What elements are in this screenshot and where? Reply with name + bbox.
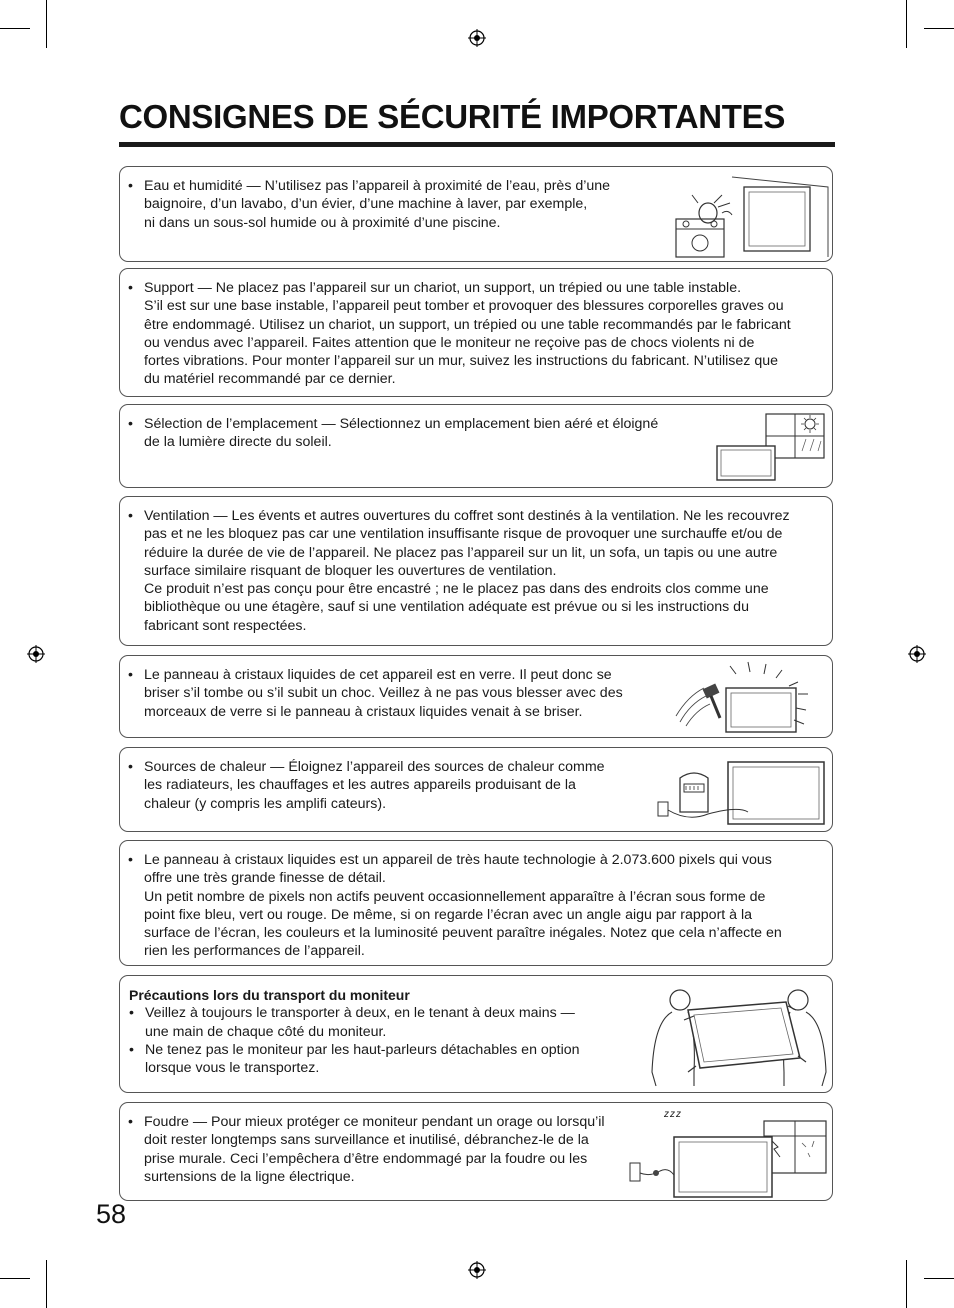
bullet-water: • Eau et humidité — N’utilisez pas l’appareil à proximité de l’eau, près d’une baignoire, d’un lavabo, d’un évier, d’une machine à laver, par exemple, ni dans un sous-sol humide ou à proximité d’une piscine. — [128, 177, 610, 232]
two-people-carrying-monitor-illustration — [648, 980, 830, 1090]
section-lightning — [119, 1102, 833, 1201]
crop-mark — [924, 28, 954, 29]
crop-mark — [906, 0, 907, 48]
section-water — [119, 166, 833, 262]
crop-mark — [46, 1260, 47, 1308]
bullet-glass: • Le panneau à cristaux liquides de cet appareil est en verre. Il peut donc se briser s’il tombe ou s’il subit un choc. Veillez à ne pas vous blesser avec des morceaux de verre si le panneau à cristaux liquides venait à se briser. — [128, 666, 623, 721]
registration-mark-icon — [468, 1261, 486, 1279]
bullet-location: • Sélection de l’emplacement — Sélectionnez un emplacement bien aéré et éloigné de la lumière directe du soleil. — [128, 415, 658, 452]
bullet-heat: • Sources de chaleur — Éloignez l’appareil des sources de chaleur comme les radiateurs, les chauffages et les autres appareils produisant de la chaleur (y compris les amplifi cateurs). — [128, 758, 605, 813]
page-title: CONSIGNES DE SÉCURITÉ IMPORTANTES — [119, 98, 786, 135]
lightning-storm-illustration — [626, 1119, 830, 1199]
sleep-text: zzz — [664, 1109, 682, 1120]
bullet-pixels: • Le panneau à cristaux liquides est un appareil de très haute technologie à 2.073.600 pixels qui vous offre une très grande finesse de détail. Un petit nombre de pixels non actifs peuvent occasionnellement apparaître à l’écran sous forme de point fixe bleu, vert ou rouge. De même, si on regarde l’écran avec un angle aigu par rapport à la surface de l’écran, les couleurs et la luminosité peuvent paraître inégales. Notez que cela n’affecte en rien les performances de l’appareil. — [128, 851, 782, 961]
transport-heading: Précautions lors du transport du moniteur — [129, 987, 410, 1003]
bullet-lightning: • Foudre — Pour mieux protéger ce moniteur pendant un orage ou lorsqu’il doit rester longtemps sans surveillance et inutilisé, débranchez-le de la prise murale. Ceci l’empêchera d’être endommagé par la foudre ou les surtensions de la ligne électrique. — [128, 1113, 605, 1186]
water-hazard-illustration — [670, 173, 830, 259]
crop-mark — [46, 0, 47, 48]
title-rule — [119, 142, 835, 147]
section-transport — [119, 975, 833, 1093]
hammer-impact-illustration — [670, 660, 830, 736]
section-ventilation — [119, 496, 833, 646]
crop-mark — [924, 1278, 954, 1279]
crop-mark — [0, 1278, 30, 1279]
bullet-transport-2: • Ne tenez pas le moniteur par les haut-parleurs détachables en option lorsque vous le transportez. — [129, 1041, 580, 1078]
sunlight-window-illustration — [714, 411, 828, 483]
section-heat — [119, 747, 833, 832]
bullet-transport-1: • Veillez à toujours le transporter à deux, en le tenant à deux mains — une main de chaque côté du moniteur. — [129, 1004, 580, 1041]
section-support — [119, 268, 833, 397]
section-location — [119, 404, 833, 488]
heater-illustration — [650, 756, 830, 828]
crop-mark — [0, 28, 30, 29]
registration-mark-icon — [468, 29, 486, 47]
bullet-support: • Support — Ne placez pas l’appareil sur un chariot, un support, un trépied ou une table instable. S’il est sur une base instable, l’appareil peut tomber et provoquer des blessures corporelles graves ou être endommagé. Utilisez un chariot, un support, un trépied ou une table recommandés par le fabricant ou vendus avec l’appareil. Faites attention que le moniteur ne reçoive pas de chocs violents ni de fortes vibrations. Pour monter l’appareil sur un mur, suivez les instructions du fabricant. N’utilisez que du matériel recommandé par ce dernier. — [128, 279, 791, 389]
section-pixels — [119, 840, 833, 966]
crop-mark — [906, 1260, 907, 1308]
section-glass — [119, 655, 833, 738]
registration-mark-icon — [908, 645, 926, 663]
page-number: 58 — [96, 1199, 127, 1229]
registration-mark-icon — [27, 645, 45, 663]
bullet-ventilation: • Ventilation — Les évents et autres ouvertures du coffret sont destinés à la ventilation. Ne les recouvrez pas et ne les bloquez pas car une ventilation insuffisante risque de provoquer une surchauffe et/ou de réduire la durée de vie de l’appareil. Ne placez pas l’appareil sur un lit, un sofa, un tapis ou une autre surface similaire risquant de bloquer les ouvertures de ventilation. Ce produit n’est pas conçu pour être encastré ; ne le placez pas dans des endroits clos comme une bibliothèque ou une étagère, sauf si une ventilation adéquate est prévue ou si les instructions du fabricant sont respectées. — [128, 507, 790, 635]
